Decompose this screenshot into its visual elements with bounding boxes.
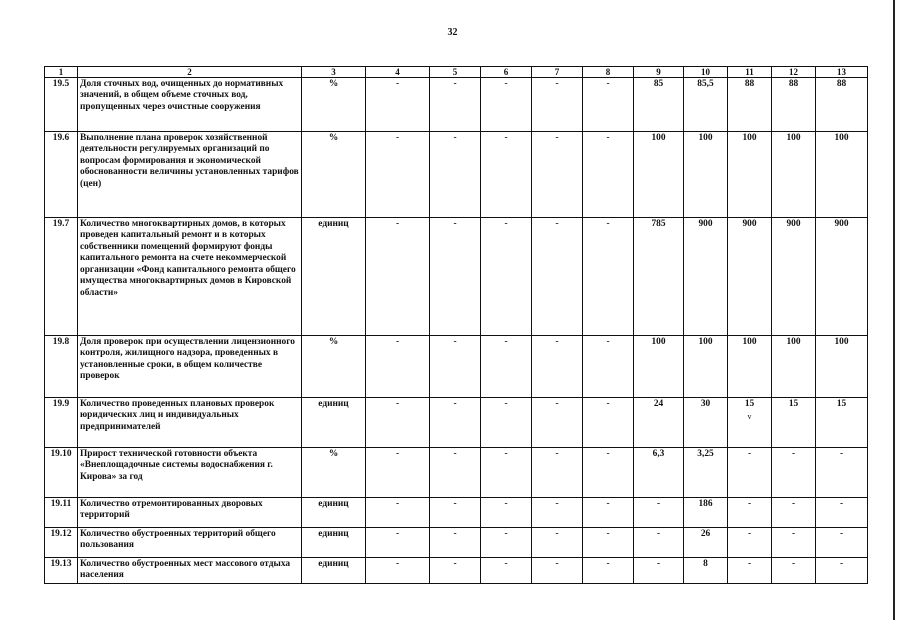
value-text: 15 bbox=[744, 399, 755, 409]
value-cell bbox=[532, 558, 583, 584]
value-cell bbox=[684, 558, 728, 584]
value-cell bbox=[816, 528, 868, 558]
value-text: 100 bbox=[651, 337, 666, 347]
value-text: 15 bbox=[788, 399, 799, 409]
value-text: 100 bbox=[742, 337, 757, 347]
value-text: - bbox=[395, 529, 400, 539]
value-text: - bbox=[504, 337, 508, 347]
value-cell bbox=[816, 78, 868, 132]
value-cell bbox=[634, 78, 684, 132]
indicator-description: Доля проверок при осуществлении лицензионного контроля, жилищного надзора, проведенных в установленные сроки, в общем количестве проверок bbox=[78, 336, 302, 398]
value-text: - bbox=[606, 449, 610, 459]
value-cell bbox=[532, 336, 583, 398]
table-row bbox=[45, 448, 868, 498]
value-text: - bbox=[791, 559, 796, 569]
column-header: 3 bbox=[302, 67, 366, 78]
value-cell bbox=[816, 498, 868, 528]
value-text: - bbox=[395, 399, 400, 409]
value-text: - bbox=[504, 399, 508, 409]
table-row bbox=[45, 78, 868, 132]
value-cell bbox=[532, 398, 583, 448]
value-text: - bbox=[656, 529, 661, 539]
value-text: - bbox=[656, 559, 661, 569]
unit-cell: единиц bbox=[302, 398, 366, 448]
value-text: - bbox=[839, 529, 844, 539]
value-text: - bbox=[839, 499, 844, 509]
value-text: - bbox=[606, 399, 610, 409]
value-text: - bbox=[747, 499, 752, 509]
row-number: 19.6 bbox=[45, 132, 78, 218]
row-number: 19.10 bbox=[45, 448, 78, 498]
value-cell bbox=[366, 528, 430, 558]
unit-cell: единиц bbox=[302, 218, 366, 336]
value-cell bbox=[481, 78, 532, 132]
value-text: - bbox=[504, 219, 508, 229]
value-cell bbox=[816, 558, 868, 584]
value-cell bbox=[430, 336, 481, 398]
table-row bbox=[45, 398, 868, 448]
value-text: 26 bbox=[700, 529, 711, 539]
row-number: 19.11 bbox=[45, 498, 78, 528]
value-text: - bbox=[606, 337, 610, 347]
column-header: 1 bbox=[45, 67, 78, 78]
value-text: - bbox=[555, 399, 559, 409]
value-text: - bbox=[555, 337, 559, 347]
value-cell bbox=[728, 498, 772, 528]
table-row bbox=[45, 498, 868, 528]
value-text: - bbox=[504, 559, 508, 569]
value-cell bbox=[684, 498, 728, 528]
value-text: - bbox=[395, 559, 400, 569]
value-text: - bbox=[606, 79, 610, 89]
table-row bbox=[45, 528, 868, 558]
value-cell bbox=[728, 558, 772, 584]
value-text: - bbox=[555, 529, 559, 539]
row-number: 19.5 bbox=[45, 78, 78, 132]
value-text: - bbox=[555, 133, 559, 143]
value-cell bbox=[684, 528, 728, 558]
value-text: - bbox=[504, 133, 508, 143]
value-cell bbox=[634, 132, 684, 218]
value-cell bbox=[481, 132, 532, 218]
value-text: 900 bbox=[698, 219, 713, 229]
value-text: - bbox=[453, 79, 457, 89]
value-text: 85,5 bbox=[697, 79, 714, 89]
value-cell bbox=[481, 218, 532, 336]
indicators-table bbox=[44, 66, 868, 584]
value-text: - bbox=[395, 79, 400, 89]
value-cell bbox=[583, 398, 634, 448]
value-cell bbox=[583, 132, 634, 218]
value-text: 100 bbox=[834, 133, 849, 143]
value-text: - bbox=[839, 559, 844, 569]
value-cell bbox=[430, 558, 481, 584]
value-cell bbox=[684, 132, 728, 218]
value-text: 900 bbox=[786, 219, 801, 229]
value-cell bbox=[430, 132, 481, 218]
value-cell bbox=[430, 218, 481, 336]
value-text: - bbox=[606, 499, 610, 509]
value-text: - bbox=[395, 337, 400, 347]
unit-cell: % bbox=[302, 448, 366, 498]
value-cell bbox=[772, 218, 816, 336]
value-text: - bbox=[504, 79, 508, 89]
table-row bbox=[45, 336, 868, 398]
value-cell bbox=[684, 398, 728, 448]
value-cell bbox=[532, 78, 583, 132]
column-header: 9 bbox=[634, 67, 684, 78]
row-number: 19.12 bbox=[45, 528, 78, 558]
value-cell bbox=[634, 528, 684, 558]
value-text: - bbox=[656, 499, 661, 509]
row-number: 19.7 bbox=[45, 218, 78, 336]
indicator-description: Количество проведенных плановых проверок юридических лиц и индивидуальных предпринимателей bbox=[78, 398, 302, 448]
value-cell bbox=[728, 218, 772, 336]
indicator-description: Выполнение плана проверок хозяйственной деятельности регулируемых организаций по вопросам формирования и экономической обоснованности величины установленных тарифов (цен) bbox=[78, 132, 302, 218]
value-cell bbox=[583, 218, 634, 336]
value-text: - bbox=[453, 499, 457, 509]
value-cell bbox=[430, 78, 481, 132]
value-cell bbox=[366, 132, 430, 218]
value-cell bbox=[772, 558, 816, 584]
value-text: 100 bbox=[651, 133, 666, 143]
column-number-row bbox=[45, 67, 868, 78]
value-cell bbox=[366, 336, 430, 398]
value-text: 100 bbox=[698, 337, 713, 347]
value-text: - bbox=[453, 449, 457, 459]
value-cell bbox=[532, 498, 583, 528]
value-cell bbox=[772, 528, 816, 558]
column-header: 5 bbox=[430, 67, 481, 78]
value-cell bbox=[772, 448, 816, 498]
value-cell bbox=[728, 398, 772, 448]
value-cell bbox=[366, 448, 430, 498]
value-text: - bbox=[555, 449, 559, 459]
column-header: 12 bbox=[772, 67, 816, 78]
value-cell bbox=[772, 498, 816, 528]
value-text: 785 bbox=[651, 219, 666, 229]
table-row bbox=[45, 558, 868, 584]
value-text: - bbox=[453, 337, 457, 347]
value-text: 15 bbox=[836, 399, 847, 409]
row-number: 19.8 bbox=[45, 336, 78, 398]
value-text: - bbox=[791, 449, 796, 459]
unit-cell: % bbox=[302, 336, 366, 398]
value-cell bbox=[684, 336, 728, 398]
value-cell bbox=[816, 132, 868, 218]
value-cell bbox=[634, 498, 684, 528]
value-cell bbox=[816, 218, 868, 336]
value-cell bbox=[684, 218, 728, 336]
value-text: - bbox=[747, 529, 752, 539]
column-header: 10 bbox=[684, 67, 728, 78]
value-text: - bbox=[839, 449, 844, 459]
indicator-description: Количество обустроенных мест массового отдыха населения bbox=[78, 558, 302, 584]
value-text: 100 bbox=[786, 133, 801, 143]
value-text: - bbox=[791, 499, 796, 509]
unit-cell: % bbox=[302, 78, 366, 132]
value-text: 100 bbox=[834, 337, 849, 347]
value-cell bbox=[532, 132, 583, 218]
value-text: - bbox=[747, 449, 752, 459]
value-text: - bbox=[504, 449, 508, 459]
value-cell bbox=[366, 558, 430, 584]
value-cell bbox=[583, 498, 634, 528]
value-text: 900 bbox=[742, 219, 757, 229]
value-cell bbox=[430, 498, 481, 528]
value-text: 88 bbox=[788, 79, 799, 89]
handwritten-check-mark: v bbox=[747, 412, 752, 422]
value-text: - bbox=[606, 559, 610, 569]
value-text: 100 bbox=[742, 133, 757, 143]
value-cell bbox=[772, 336, 816, 398]
value-cell bbox=[583, 528, 634, 558]
value-cell bbox=[816, 336, 868, 398]
value-cell bbox=[366, 398, 430, 448]
value-cell bbox=[634, 398, 684, 448]
value-text: - bbox=[395, 219, 400, 229]
value-text: - bbox=[453, 529, 457, 539]
indicator-description: Количество обустроенных территорий общего пользования bbox=[78, 528, 302, 558]
value-cell bbox=[481, 528, 532, 558]
row-number: 19.13 bbox=[45, 558, 78, 584]
column-header: 11 bbox=[728, 67, 772, 78]
value-cell bbox=[583, 448, 634, 498]
value-text: - bbox=[606, 529, 610, 539]
value-text: 30 bbox=[700, 399, 711, 409]
value-cell bbox=[366, 78, 430, 132]
value-text: - bbox=[555, 79, 559, 89]
unit-cell: единиц bbox=[302, 498, 366, 528]
column-header: 2 bbox=[78, 67, 302, 78]
column-header: 13 bbox=[816, 67, 868, 78]
value-cell bbox=[728, 78, 772, 132]
value-cell bbox=[684, 78, 728, 132]
value-cell bbox=[583, 336, 634, 398]
value-text: 8 bbox=[703, 559, 708, 569]
value-text: - bbox=[453, 219, 457, 229]
value-cell bbox=[728, 448, 772, 498]
value-text: 100 bbox=[786, 337, 801, 347]
value-text: - bbox=[606, 219, 610, 229]
value-cell bbox=[532, 448, 583, 498]
value-cell bbox=[532, 218, 583, 336]
value-cell bbox=[634, 336, 684, 398]
value-text: 85 bbox=[653, 79, 664, 89]
value-cell bbox=[684, 448, 728, 498]
value-cell bbox=[430, 398, 481, 448]
value-cell bbox=[532, 528, 583, 558]
value-cell bbox=[430, 528, 481, 558]
unit-cell: % bbox=[302, 132, 366, 218]
scan-edge-line bbox=[893, 0, 895, 620]
value-text: - bbox=[555, 559, 559, 569]
value-text: 186 bbox=[698, 499, 713, 509]
indicator-description: Прирост технической готовности объекта «Внеплощадочные системы водоснабжения г. Кирова» за год bbox=[78, 448, 302, 498]
value-cell bbox=[481, 498, 532, 528]
value-cell bbox=[816, 398, 868, 448]
unit-cell: единиц bbox=[302, 528, 366, 558]
value-cell bbox=[366, 218, 430, 336]
value-cell bbox=[772, 78, 816, 132]
value-cell bbox=[481, 336, 532, 398]
value-cell bbox=[481, 558, 532, 584]
value-cell bbox=[634, 448, 684, 498]
unit-cell: единиц bbox=[302, 558, 366, 584]
table-row bbox=[45, 132, 868, 218]
value-text: - bbox=[504, 499, 508, 509]
column-header: 4 bbox=[366, 67, 430, 78]
indicator-description: Количество отремонтированных дворовых территорий bbox=[78, 498, 302, 528]
value-text: - bbox=[453, 399, 457, 409]
value-text: 3,25 bbox=[697, 449, 714, 459]
value-cell bbox=[583, 558, 634, 584]
value-text: - bbox=[555, 219, 559, 229]
value-cell bbox=[481, 398, 532, 448]
value-text: 100 bbox=[698, 133, 713, 143]
value-cell bbox=[772, 398, 816, 448]
column-header: 8 bbox=[583, 67, 634, 78]
value-text: - bbox=[555, 499, 559, 509]
table-row bbox=[45, 218, 868, 336]
row-number: 19.9 bbox=[45, 398, 78, 448]
value-text: - bbox=[453, 559, 457, 569]
value-text: - bbox=[791, 529, 796, 539]
value-text: 88 bbox=[836, 79, 847, 89]
value-cell bbox=[366, 498, 430, 528]
value-text: - bbox=[747, 559, 752, 569]
page-number: 32 bbox=[447, 27, 458, 38]
value-text: 900 bbox=[834, 219, 849, 229]
value-text: - bbox=[395, 499, 400, 509]
value-text: 88 bbox=[744, 79, 755, 89]
value-cell bbox=[728, 336, 772, 398]
value-cell bbox=[772, 132, 816, 218]
value-cell bbox=[728, 528, 772, 558]
value-cell bbox=[634, 558, 684, 584]
value-cell bbox=[816, 448, 868, 498]
value-cell bbox=[583, 78, 634, 132]
value-text: - bbox=[395, 133, 400, 143]
value-cell bbox=[634, 218, 684, 336]
value-text: - bbox=[453, 133, 457, 143]
value-text: - bbox=[504, 529, 508, 539]
value-text: 6,3 bbox=[652, 449, 665, 459]
value-cell bbox=[481, 448, 532, 498]
value-cell bbox=[728, 132, 772, 218]
column-header: 7 bbox=[532, 67, 583, 78]
indicator-description: Доля сточных вод, очищенных до нормативных значений, в общем объеме сточных вод, пропущенных через очистные сооружения bbox=[78, 78, 302, 132]
value-text: - bbox=[606, 133, 610, 143]
column-header: 6 bbox=[481, 67, 532, 78]
value-text: 24 bbox=[653, 399, 664, 409]
value-text: - bbox=[395, 449, 400, 459]
indicator-description: Количество многоквартирных домов, в которых проведен капитальный ремонт и в которых собственники помещений формируют фонды капитального ремонта на счете некоммерческой организации «Фонд капитального ремонта общего имущества многоквартирных домов в Кировской области» bbox=[78, 218, 302, 336]
value-cell bbox=[430, 448, 481, 498]
